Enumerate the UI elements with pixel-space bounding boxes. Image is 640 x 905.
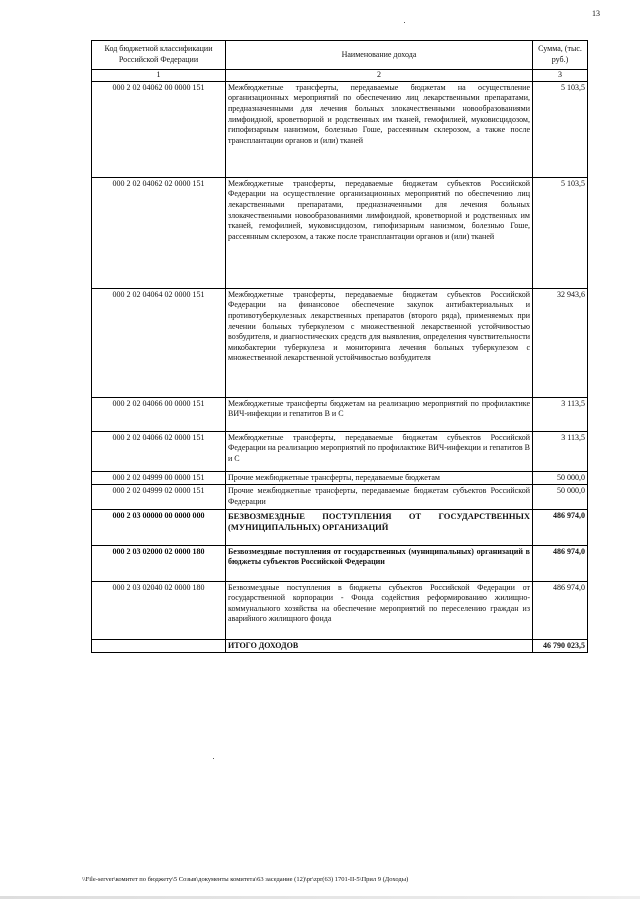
row-name: Межбюджетные трансферты, передаваемые бюджетам субъектов Российской Федерации на реализацию мероприятий по профилактике ВИЧ-инфекции и гепатитов В и С <box>226 431 533 471</box>
row-code: 000 2 02 04999 00 0000 151 <box>92 471 226 485</box>
row-sum: 5 103,5 <box>533 81 588 177</box>
table-row <box>92 471 588 485</box>
row-code: 000 2 02 04062 02 0000 151 <box>92 177 226 288</box>
row-name: ИТОГО ДОХОДОВ <box>226 639 533 653</box>
row-code: 000 2 03 02040 02 0000 180 <box>92 581 226 639</box>
row-name: Прочие межбюджетные трансферты, передаваемые бюджетам субъектов Российской Федерации <box>226 485 533 509</box>
column-number: 3 <box>533 70 588 82</box>
row-name: БЕЗВОЗМЕЗДНЫЕ ПОСТУПЛЕНИЯ ОТ ГОСУДАРСТВЕННЫХ (МУНИЦИПАЛЬНЫХ) ОРГАНИЗАЦИЙ <box>226 509 533 545</box>
row-sum: 3 113,5 <box>533 431 588 471</box>
scan-speck <box>404 22 405 23</box>
table-row <box>92 485 588 509</box>
row-sum: 486 974,0 <box>533 581 588 639</box>
row-code: 000 2 02 04064 02 0000 151 <box>92 288 226 397</box>
row-sum: 486 974,0 <box>533 509 588 545</box>
row-code: 000 2 02 04066 02 0000 151 <box>92 431 226 471</box>
header-code: Код бюджетной классификации Российской Федерации <box>92 41 226 70</box>
header-name: Наименование дохода <box>226 41 533 70</box>
row-name: Межбюджетные трансферты, передаваемые бюджетам субъектов Российской Федерации на финансовое обеспечение закупок антибактериальных и противотуберкулезных лекарственных препаратов (второго ряда), применяемых при лечении больных туберкулезом с множественной лекарственной устойчивостью возбудителя, и диагностических средств для выявления, определения чувствительности микобактерии туберкулеза и мониторинга лечения больных туберкулезом с множественной лекарственной устойчивостью возбудителя <box>226 288 533 397</box>
table-row-section <box>92 509 588 545</box>
row-name: Безвозмездные поступления от государственных (муниципальных) организаций в бюджеты субъектов Российской Федерации <box>226 545 533 581</box>
row-sum: 50 000,0 <box>533 485 588 509</box>
column-number-row <box>92 70 588 82</box>
scan-edge <box>0 896 640 899</box>
row-code: 000 2 02 04062 00 0000 151 <box>92 81 226 177</box>
row-code <box>92 639 226 653</box>
table-row <box>92 288 588 397</box>
row-sum: 32 943,6 <box>533 288 588 397</box>
row-sum: 486 974,0 <box>533 545 588 581</box>
page-number: 13 <box>592 9 600 18</box>
table-row-subsection <box>92 545 588 581</box>
row-name: Межбюджетные трансферты, передаваемые бюджетам на осуществление организационных мероприятий по обеспечению лиц лекарственными препаратами, предназначенными для лечения больных злокачественными новообразованиями лимфоидной, кроветворной и родственных им тканей, гемофилией, муковисцидозом, гипофизарным нанизмом, болезнью Гоше, рассеянным склерозом, а также после трансплантации органов и (или) тканей <box>226 81 533 177</box>
scan-speck <box>213 758 214 759</box>
table-row <box>92 177 588 288</box>
row-code: 000 2 03 00000 00 0000 000 <box>92 509 226 545</box>
row-code: 000 2 02 04066 00 0000 151 <box>92 397 226 431</box>
revenue-table <box>91 40 588 653</box>
table-row-total <box>92 639 588 653</box>
row-sum: 5 103,5 <box>533 177 588 288</box>
table-row <box>92 397 588 431</box>
file-path-footer: \\File-server\комитет по бюджету\5 Созыв\документы комитета\63 заседание (12)\pr\zpr(63) 1701-II-5\Прил 9 (Доходы) <box>82 876 409 883</box>
row-sum: 3 113,5 <box>533 397 588 431</box>
column-number: 2 <box>226 70 533 82</box>
table-row <box>92 581 588 639</box>
table-header-row <box>92 41 588 70</box>
row-name: Межбюджетные трансферты бюджетам на реализацию мероприятий по профилактике ВИЧ-инфекции и гепатитов В и С <box>226 397 533 431</box>
row-name: Межбюджетные трансферты, передаваемые бюджетам субъектов Российской Федерации на осуществление организационных мероприятий по обеспечению лиц лекарственными препаратами, предназначенными для лечения больных злокачественными новообразованиями лимфоидной, кроветворной и родственных им тканей, гемофилией, муковисцидозом, гипофизарным нанизмом, болезнью Гоше, рассеянным склерозом, а также после трансплантации органов и (или) тканей <box>226 177 533 288</box>
header-sum: Сумма, (тыс. руб.) <box>533 41 588 70</box>
row-sum: 46 790 023,5 <box>533 639 588 653</box>
table-row <box>92 81 588 177</box>
table-row <box>92 431 588 471</box>
row-code: 000 2 02 04999 02 0000 151 <box>92 485 226 509</box>
column-number: 1 <box>92 70 226 82</box>
row-sum: 50 000,0 <box>533 471 588 485</box>
row-name: Прочие межбюджетные трансферты, передаваемые бюджетам <box>226 471 533 485</box>
row-name: Безвозмездные поступления в бюджеты субъектов Российской Федерации от государственной корпорации - Фонда содействия реформированию жилищно-коммунального хозяйства на обеспечение мероприятий по переселению граждан из аварийного жилищного фонда <box>226 581 533 639</box>
row-code: 000 2 03 02000 02 0000 180 <box>92 545 226 581</box>
